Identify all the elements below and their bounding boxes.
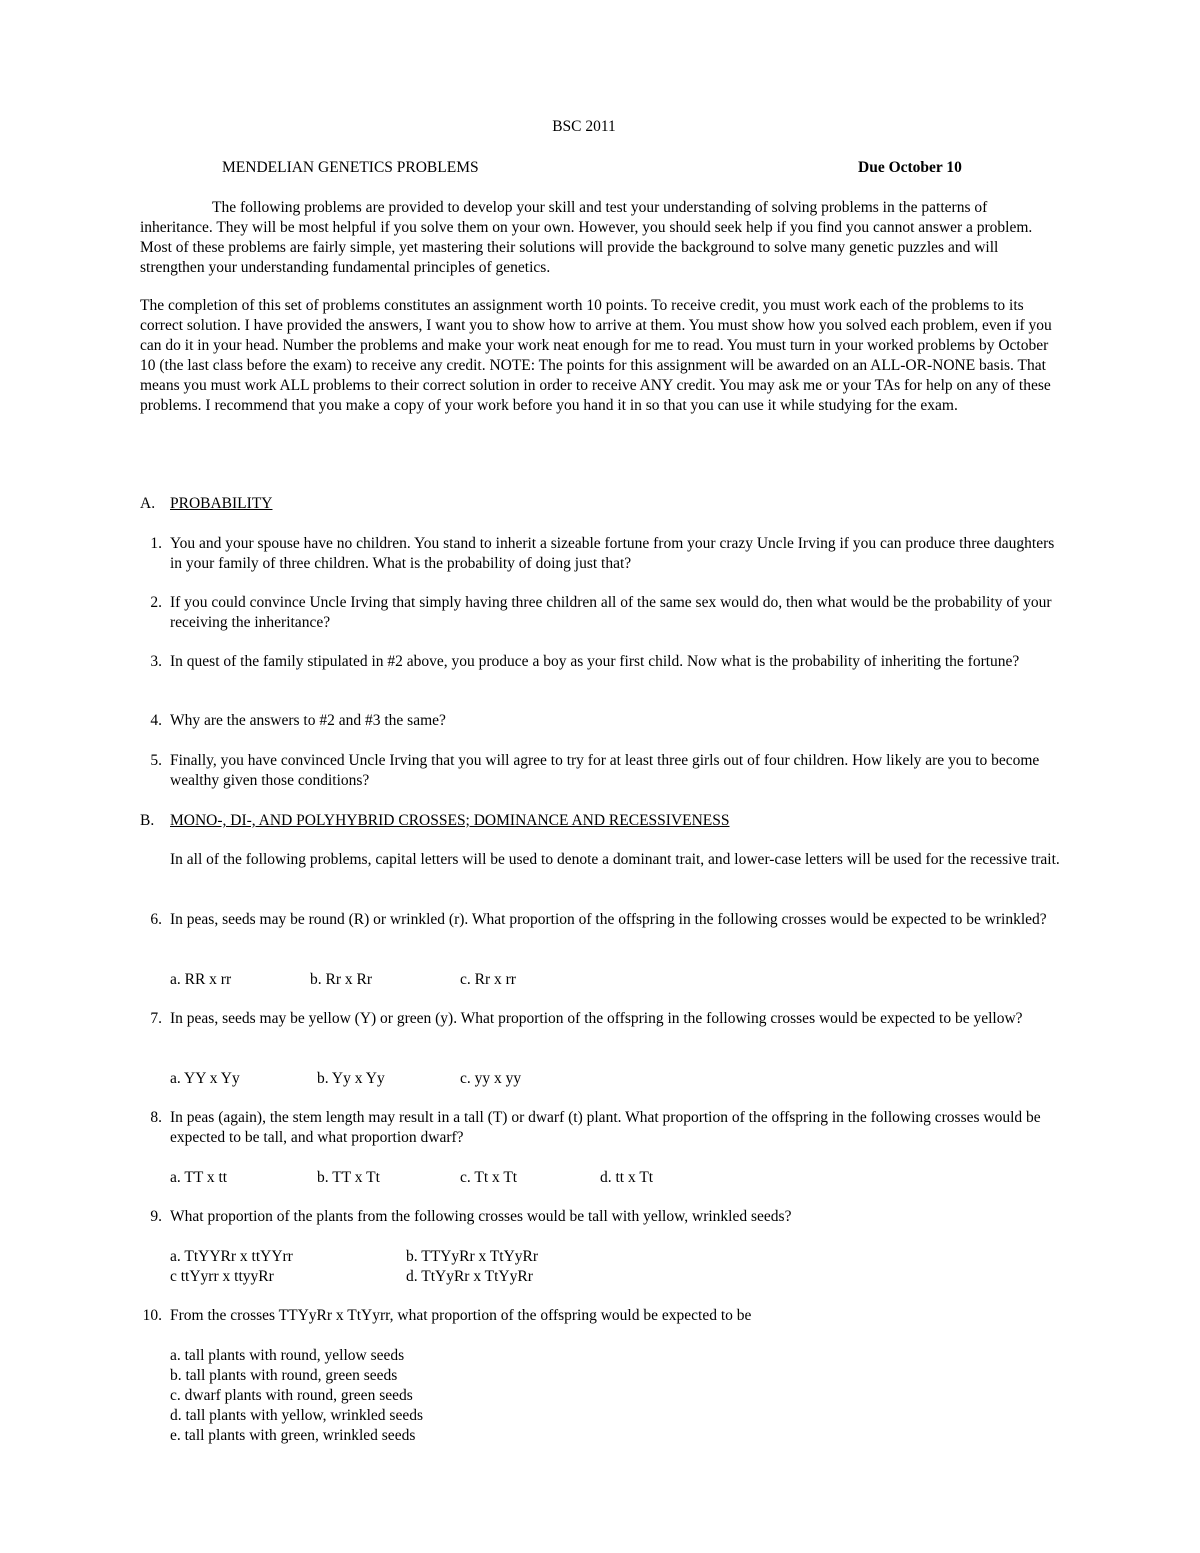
option-b: b. Rr x Rr <box>310 971 372 988</box>
question-number: 4. <box>150 712 162 729</box>
question-2 <box>140 593 1060 633</box>
question-10 <box>140 1306 1060 1326</box>
document-title: MENDELIAN GENETICS PROBLEMS <box>222 159 479 176</box>
option-d: d. tt x Tt <box>600 1169 654 1186</box>
option-a: a. TT x tt <box>170 1169 228 1186</box>
question-number: 1. <box>150 535 162 552</box>
question-5 <box>140 751 1060 791</box>
question-text: Why are the answers to #2 and #3 the same? <box>170 712 446 729</box>
section-title: PROBABILITY <box>170 495 273 512</box>
option-d: d. TtYyRr x TtYyRr <box>406 1268 533 1285</box>
question-text: In peas (again), the stem length may result in a tall (T) or dwarf (t) plant. What proportion of the offspring in the following crosses would be expected to be tall, and what proportion dwarf? <box>170 1109 1041 1146</box>
option-c: c. Tt x Tt <box>460 1169 518 1186</box>
option-c: c. Rr x rr <box>460 971 516 988</box>
section-intro-text: In all of the following problems, capital letters will be used to denote a dominant trait, and lower-case letters will be used for the recessive trait. <box>170 851 1060 868</box>
question-number: 10. <box>142 1307 162 1324</box>
question-text: What proportion of the plants from the following crosses would be tall with yellow, wrinkled seeds? <box>170 1208 792 1225</box>
question-text: Finally, you have convinced Uncle Irving that you will agree to try for at least three girls out of four children. How likely are you to become wealthy given those conditions? <box>170 752 1040 789</box>
option-a: a. tall plants with round, yellow seeds <box>170 1347 405 1364</box>
option-c: c. yy x yy <box>460 1070 522 1087</box>
option-c: c. dwarf plants with round, green seeds <box>170 1387 413 1404</box>
option-b: b. TT x Tt <box>317 1169 380 1186</box>
question-6 <box>140 910 1060 930</box>
option-e: e. tall plants with green, wrinkled seeds <box>170 1427 416 1444</box>
question-number: 9. <box>150 1208 162 1225</box>
option-b: b. tall plants with round, green seeds <box>170 1367 398 1384</box>
question-10-options <box>170 1346 423 1446</box>
question-number: 2. <box>150 594 162 611</box>
question-text: From the crosses TTYyRr x TtYyrr, what proportion of the offspring would be expected to be <box>170 1307 752 1324</box>
option-a: a. TtYYRr x ttYYrr <box>170 1248 293 1265</box>
question-number: 8. <box>150 1109 162 1126</box>
question-number: 7. <box>150 1010 162 1027</box>
course-code: BSC 2011 <box>552 118 616 135</box>
question-8 <box>140 1108 1060 1148</box>
option-b: b. TTYyRr x TtYyRr <box>406 1248 539 1265</box>
question-text: In quest of the family stipulated in #2 above, you produce a boy as your first child. Now what is the probability of inheriting the fortune? <box>170 653 1020 670</box>
option-c: c ttYyrr x ttyyRr <box>170 1268 274 1285</box>
section-letter: B. <box>140 812 155 829</box>
question-7 <box>140 1009 1060 1029</box>
question-9 <box>140 1207 1060 1227</box>
option-b: b. Yy x Yy <box>317 1070 385 1087</box>
question-text: If you could convince Uncle Irving that simply having three children all of the same sex would do, then what would be the probability of your receiving the inheritance? <box>170 594 1052 631</box>
question-text: You and your spouse have no children. You stand to inherit a sizeable fortune from your crazy Uncle Irving if you can produce three daughters in your family of three children. What is the probability of doing just that? <box>170 535 1055 572</box>
section-a-heading <box>140 494 272 514</box>
section-b-intro <box>140 850 1060 870</box>
intro-paragraph-1: The following problems are provided to develop your skill and test your understanding of solving problems in the patterns of inheritance. They will be most helpful if you solve them on your own. However, you should seek help if you find you cannot answer a problem. Most of these problems are fairly simple, yet mastering their solutions will provide the background to solve many genetic puzzles and will strengthen your understanding fundamental principles of genetics. <box>140 199 1033 276</box>
question-4 <box>140 711 1060 731</box>
question-text: In peas, seeds may be yellow (Y) or green (y). What proportion of the offspring in the following crosses would be expected to be yellow? <box>170 1010 1023 1027</box>
intro-paragraph-2: The completion of this set of problems constitutes an assignment worth 10 points. To receive credit, you must work each of the problems to its correct solution. I have provided the answers, I want you to show how to arrive at them. You must show how you solved each problem, even if you can do it in your head. Number the problems and make your work neat enough for me to read. You must turn in your worked problems by October 10 (the last class before the exam) to receive any credit. NOTE: The points for this assignment will be awarded on an ALL-OR-NONE basis. That means you must work ALL problems to their correct solution in order to receive ANY credit. You may ask me or your TAs for help on any of these problems. I recommend that you make a copy of your work before you hand it in so that you can use it while studying for the exam. <box>140 297 1052 414</box>
question-number: 5. <box>150 752 162 769</box>
question-1 <box>140 534 1060 574</box>
option-a: a. RR x rr <box>170 971 232 988</box>
question-3 <box>140 652 1060 672</box>
section-title: MONO-, DI-, AND POLYHYBRID CROSSES; DOMINANCE AND RECESSIVENESS <box>170 812 730 829</box>
question-number: 3. <box>150 653 162 670</box>
question-text: In peas, seeds may be round (R) or wrinkled (r). What proportion of the offspring in the following crosses would be expected to be wrinkled? <box>170 911 1047 928</box>
option-a: a. YY x Yy <box>170 1070 240 1087</box>
section-b-heading <box>140 811 730 831</box>
section-letter: A. <box>140 495 156 512</box>
due-date: Due October 10 <box>858 159 962 176</box>
option-d: d. tall plants with yellow, wrinkled seeds <box>170 1407 423 1424</box>
question-number: 6. <box>150 911 162 928</box>
